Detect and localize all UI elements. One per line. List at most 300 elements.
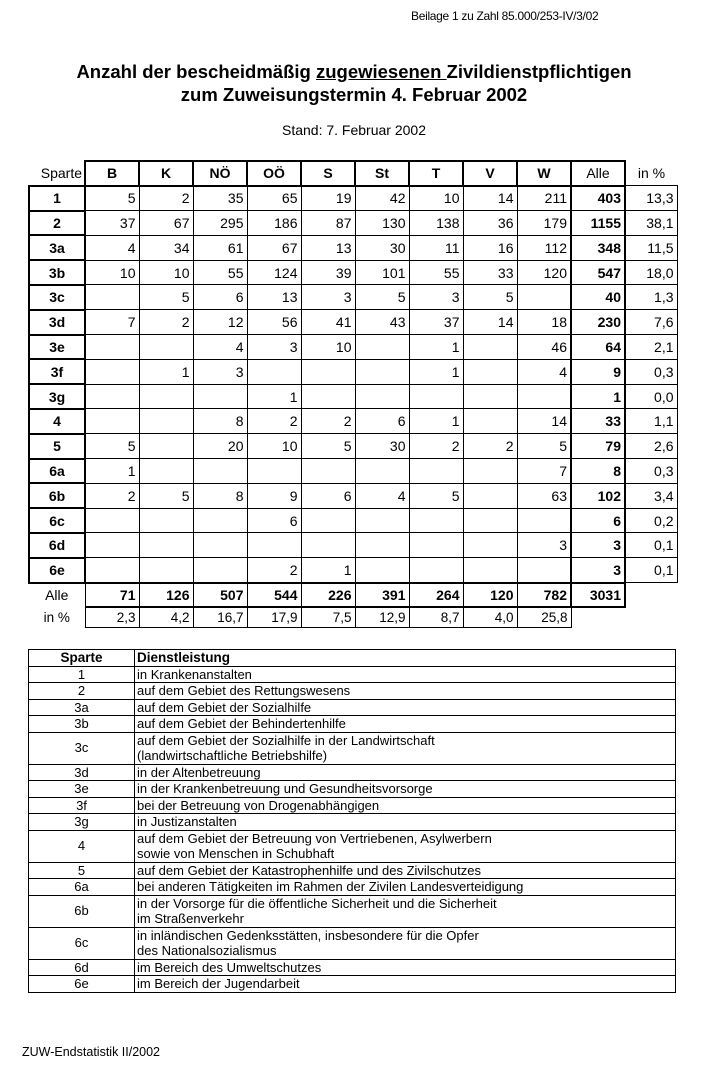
legend-description-cell [135, 976, 676, 993]
row-percent-cell: 3,4 [625, 483, 677, 508]
row-total-cell: 40 [571, 285, 625, 310]
column-total-cell: 264 [409, 583, 463, 608]
title-underlined: zugewiesenen [315, 61, 447, 82]
table-row [29, 384, 677, 409]
column-header: Sparte [40, 164, 82, 181]
value-cell: 3 [517, 533, 571, 558]
value-cell: 5 [355, 285, 409, 310]
sparte-cell: 2 [29, 211, 85, 236]
value-cell [517, 508, 571, 533]
value-cell [463, 508, 517, 533]
column-total-cell: 782 [517, 583, 571, 608]
column-header: NÖ [193, 161, 247, 186]
row-total-cell: 6 [571, 508, 625, 533]
value-cell: 10 [85, 260, 139, 285]
legend-description-cell [135, 699, 676, 716]
description-line: im Bereich des Umweltschutzes [137, 959, 322, 975]
value-cell [355, 508, 409, 533]
footer-text: ZUW-Endstatistik II/2002 [22, 1045, 161, 1059]
sparte-cell: 3c [29, 285, 85, 310]
value-cell: 1 [409, 335, 463, 360]
value-cell [355, 558, 409, 583]
value-cell: 12 [193, 310, 247, 335]
value-cell [85, 558, 139, 583]
value-cell: 6 [193, 285, 247, 310]
value-cell: 4 [85, 235, 139, 260]
title-part1: Anzahl der bescheidmäßig [76, 61, 316, 82]
sparte-cell: 5 [29, 434, 85, 459]
column-percent-cell: 7,5 [301, 607, 355, 627]
table-row [29, 285, 677, 310]
legend-description-cell [135, 959, 676, 976]
value-cell [463, 335, 517, 360]
legend-sparte-cell: 3b [29, 716, 135, 733]
value-cell [247, 533, 301, 558]
row-total-cell: 1 [571, 384, 625, 409]
value-cell: 42 [355, 186, 409, 211]
value-cell [355, 359, 409, 384]
value-cell [355, 384, 409, 409]
value-cell: 8 [193, 409, 247, 434]
column-percent-cell: 2,3 [85, 607, 139, 627]
value-cell [409, 558, 463, 583]
description-line: auf dem Gebiet des Rettungswesens [137, 683, 351, 698]
value-cell: 10 [247, 434, 301, 459]
description-line: des Nationalsozialismus [137, 943, 277, 958]
value-cell [139, 508, 193, 533]
legend-sparte-cell: 6b [29, 895, 135, 927]
service-legend-table [28, 649, 676, 993]
table-row [29, 459, 677, 484]
row-total-cell: 79 [571, 434, 625, 459]
value-cell: 10 [301, 335, 355, 360]
value-cell [139, 335, 193, 360]
table-header-row [29, 161, 677, 186]
table-row [29, 533, 677, 558]
value-cell [139, 533, 193, 558]
legend-row [29, 879, 676, 896]
value-cell: 2 [139, 186, 193, 211]
grand-total-cell: 3031 [571, 583, 625, 608]
column-header: B [85, 161, 139, 186]
legend-sparte-cell: 2 [29, 683, 135, 700]
value-cell: 63 [517, 483, 571, 508]
total-row [29, 583, 677, 608]
total-label: Alle [29, 583, 85, 608]
description-line: auf dem Gebiet der Sozialhilfe in der Landwirtschaft [137, 732, 435, 748]
value-cell [517, 384, 571, 409]
value-cell: 67 [139, 211, 193, 236]
value-cell: 101 [355, 260, 409, 285]
value-cell: 13 [301, 235, 355, 260]
value-cell [139, 434, 193, 459]
value-cell [355, 335, 409, 360]
table-row [29, 558, 677, 583]
value-cell: 4 [517, 359, 571, 384]
row-total-cell: 403 [571, 186, 625, 211]
value-cell: 13 [247, 285, 301, 310]
column-total-cell: 226 [301, 583, 355, 608]
value-cell [193, 459, 247, 484]
row-total-cell: 547 [571, 260, 625, 285]
description-line: in der Vorsorge für die öffentliche Sicherheit und die Sicherheit [137, 895, 497, 911]
description-line: sowie von Menschen in Schubhaft [137, 846, 335, 861]
legend-row [29, 732, 676, 764]
legend-sparte-cell: 1 [29, 666, 135, 683]
column-total-cell: 71 [85, 583, 139, 608]
value-cell [409, 533, 463, 558]
column-total-cell: 544 [247, 583, 301, 608]
value-cell [139, 459, 193, 484]
column-total-cell: 120 [463, 583, 517, 608]
column-percent-cell: 12,9 [355, 607, 409, 627]
value-cell: 4 [193, 335, 247, 360]
row-percent-cell: 13,3 [625, 186, 677, 211]
row-total-cell: 3 [571, 533, 625, 558]
value-cell [355, 459, 409, 484]
value-cell: 11 [409, 235, 463, 260]
value-cell: 6 [355, 409, 409, 434]
value-cell: 1 [301, 558, 355, 583]
value-cell: 35 [193, 186, 247, 211]
legend-description-cell [135, 683, 676, 700]
sparte-cell: 3d [29, 310, 85, 335]
value-cell [193, 533, 247, 558]
value-cell: 1 [247, 384, 301, 409]
column-header: in % [637, 165, 666, 182]
row-percent-cell: 7,6 [625, 310, 677, 335]
value-cell [247, 359, 301, 384]
column-header: W [517, 161, 571, 186]
row-percent-cell: 0,1 [625, 558, 677, 583]
row-percent-cell: 0,0 [625, 384, 677, 409]
row-percent-cell: 1,1 [625, 409, 677, 434]
empty-cell [571, 607, 625, 627]
legend-sparte-cell: 3a [29, 699, 135, 716]
value-cell [409, 508, 463, 533]
table-row [29, 508, 677, 533]
percent-row [29, 607, 677, 627]
value-cell: 2 [301, 409, 355, 434]
row-percent-cell: 18,0 [625, 260, 677, 285]
value-cell: 30 [355, 235, 409, 260]
legend-sparte-cell: 6e [29, 976, 135, 993]
value-cell: 186 [247, 211, 301, 236]
legend-header-row [29, 650, 676, 667]
value-cell: 34 [139, 235, 193, 260]
column-percent-cell: 4,0 [463, 607, 517, 627]
description-line: in der Altenbetreuung [137, 764, 261, 780]
legend-row [29, 797, 676, 814]
legend-sparte-cell: 6a [29, 879, 135, 896]
value-cell [517, 285, 571, 310]
value-cell: 2 [247, 409, 301, 434]
value-cell: 179 [517, 211, 571, 236]
description-line: auf dem Gebiet der Behindertenhilfe [137, 716, 346, 731]
legend-sparte-cell: 6c [29, 927, 135, 959]
description-line: (landwirtschaftliche Betriebshilfe) [137, 748, 328, 763]
legend-sparte-cell: 3e [29, 781, 135, 798]
value-cell: 6 [301, 483, 355, 508]
value-cell: 211 [517, 186, 571, 211]
value-cell [355, 533, 409, 558]
value-cell: 36 [463, 211, 517, 236]
table-row [29, 260, 677, 285]
value-cell: 37 [409, 310, 463, 335]
sparte-cell: 3a [29, 235, 85, 260]
column-percent-cell: 25,8 [517, 607, 571, 627]
value-cell [85, 384, 139, 409]
value-cell: 3 [247, 335, 301, 360]
empty-cell [625, 607, 677, 627]
legend-sparte-cell: 3g [29, 814, 135, 831]
row-total-cell: 8 [571, 459, 625, 484]
status-date: Stand: 7. Februar 2002 [282, 122, 426, 138]
legend-description-cell [135, 764, 676, 781]
row-percent-cell: 1,3 [625, 285, 677, 310]
value-cell: 5 [139, 483, 193, 508]
legend-row [29, 895, 676, 927]
value-cell [463, 483, 517, 508]
value-cell: 7 [85, 310, 139, 335]
title-part2: Zivildienstpflichtigen [446, 61, 632, 82]
value-cell: 2 [463, 434, 517, 459]
value-cell [301, 359, 355, 384]
value-cell: 295 [193, 211, 247, 236]
value-cell [193, 558, 247, 583]
row-total-cell: 9 [571, 359, 625, 384]
value-cell: 7 [517, 459, 571, 484]
legend-row [29, 781, 676, 798]
legend-header-sparte: Sparte [29, 650, 135, 667]
description-line: in inländischen Gedenksstätten, insbesondere für die Opfer [137, 927, 479, 943]
table-row [29, 211, 677, 236]
legend-description-cell [135, 927, 676, 959]
value-cell [517, 558, 571, 583]
column-percent-cell: 4,2 [139, 607, 193, 627]
value-cell: 6 [247, 508, 301, 533]
sparte-cell: 6a [29, 459, 85, 484]
legend-description-cell [135, 797, 676, 814]
legend-row [29, 699, 676, 716]
value-cell [463, 384, 517, 409]
value-cell: 5 [85, 434, 139, 459]
row-total-cell: 102 [571, 483, 625, 508]
description-line: bei der Betreuung von Drogenabhängigen [137, 797, 380, 813]
value-cell [301, 533, 355, 558]
table-row [29, 310, 677, 335]
legend-description-cell [135, 830, 676, 862]
value-cell [85, 409, 139, 434]
column-header: V [463, 161, 517, 186]
value-cell [301, 459, 355, 484]
legend-row [29, 976, 676, 993]
value-cell [85, 359, 139, 384]
value-cell: 120 [517, 260, 571, 285]
value-cell [139, 558, 193, 583]
value-cell: 43 [355, 310, 409, 335]
column-header: K [139, 161, 193, 186]
value-cell [85, 335, 139, 360]
value-cell: 20 [193, 434, 247, 459]
table-row [29, 409, 677, 434]
value-cell [193, 508, 247, 533]
sparte-cell: 3b [29, 260, 85, 285]
value-cell: 14 [463, 186, 517, 211]
value-cell [193, 384, 247, 409]
legend-row [29, 683, 676, 700]
value-cell: 30 [355, 434, 409, 459]
legend-sparte-cell: 6d [29, 959, 135, 976]
legend-description-cell [135, 732, 676, 764]
column-header: OÖ [247, 161, 301, 186]
value-cell: 2 [85, 483, 139, 508]
value-cell: 130 [355, 211, 409, 236]
row-percent-cell: 0,2 [625, 508, 677, 533]
value-cell [139, 409, 193, 434]
table-row [29, 483, 677, 508]
value-cell: 37 [85, 211, 139, 236]
table-row [29, 434, 677, 459]
empty-cell [625, 583, 677, 608]
table-row [29, 359, 677, 384]
value-cell [85, 533, 139, 558]
document-reference: Beilage 1 zu Zahl 85.000/253-IV/3/02 [411, 9, 599, 23]
value-cell: 67 [247, 235, 301, 260]
row-percent-cell: 38,1 [625, 211, 677, 236]
value-cell: 9 [247, 483, 301, 508]
legend-sparte-cell: 3d [29, 764, 135, 781]
value-cell: 16 [463, 235, 517, 260]
legend-row [29, 862, 676, 879]
column-total-cell: 507 [193, 583, 247, 608]
value-cell: 55 [193, 260, 247, 285]
value-cell: 8 [193, 483, 247, 508]
sparte-cell: 6d [29, 533, 85, 558]
sparte-cell: 3e [29, 335, 85, 360]
value-cell: 55 [409, 260, 463, 285]
legend-sparte-cell: 5 [29, 862, 135, 879]
value-cell [247, 459, 301, 484]
legend-description-cell [135, 814, 676, 831]
value-cell: 3 [193, 359, 247, 384]
legend-description-cell [135, 666, 676, 683]
value-cell: 10 [409, 186, 463, 211]
value-cell: 1 [139, 359, 193, 384]
value-cell: 2 [409, 434, 463, 459]
row-percent-cell: 0,3 [625, 459, 677, 484]
sparte-cell: 1 [29, 186, 85, 211]
description-line: auf dem Gebiet der Sozialhilfe [137, 699, 312, 715]
column-percent-cell: 16,7 [193, 607, 247, 627]
value-cell: 5 [517, 434, 571, 459]
legend-description-cell [135, 879, 676, 896]
value-cell: 3 [409, 285, 463, 310]
allocation-table [28, 160, 678, 628]
value-cell: 14 [463, 310, 517, 335]
legend-description-cell [135, 716, 676, 733]
value-cell [463, 533, 517, 558]
row-percent-cell: 0,3 [625, 359, 677, 384]
row-percent-cell: 2,6 [625, 434, 677, 459]
value-cell: 61 [193, 235, 247, 260]
row-percent-cell: 2,1 [625, 335, 677, 360]
value-cell: 1 [85, 459, 139, 484]
row-percent-cell: 11,5 [625, 235, 677, 260]
column-header: St [355, 161, 409, 186]
legend-sparte-cell: 3c [29, 732, 135, 764]
value-cell: 18 [517, 310, 571, 335]
value-cell [139, 384, 193, 409]
column-total-cell: 126 [139, 583, 193, 608]
table-row [29, 335, 677, 360]
legend-row [29, 764, 676, 781]
value-cell [85, 285, 139, 310]
legend-row [29, 814, 676, 831]
sparte-cell: 3f [29, 359, 85, 384]
column-header: S [301, 161, 355, 186]
legend-row [29, 927, 676, 959]
value-cell: 14 [517, 409, 571, 434]
row-total-cell: 33 [571, 409, 625, 434]
table-row [29, 186, 677, 211]
column-header: Alle [571, 161, 625, 186]
description-line: im Straßenverkehr [137, 911, 244, 926]
value-cell [463, 558, 517, 583]
value-cell: 5 [85, 186, 139, 211]
value-cell [409, 459, 463, 484]
value-cell: 5 [301, 434, 355, 459]
description-line: bei anderen Tätigkeiten im Rahmen der Zivilen Landesverteidigung [137, 879, 524, 894]
row-total-cell: 64 [571, 335, 625, 360]
value-cell: 3 [301, 285, 355, 310]
legend-description-cell [135, 862, 676, 879]
description-line: auf dem Gebiet der Katastrophenhilfe und des Zivilschutzes [137, 862, 481, 878]
value-cell [301, 508, 355, 533]
value-cell: 4 [355, 483, 409, 508]
value-cell: 39 [301, 260, 355, 285]
description-line: auf dem Gebiet der Betreuung von Vertriebenen, Asylwerbern [137, 830, 492, 846]
legend-row [29, 666, 676, 683]
sparte-cell: 4 [29, 409, 85, 434]
legend-row [29, 830, 676, 862]
value-cell: 5 [409, 483, 463, 508]
table-row [29, 235, 677, 260]
legend-sparte-cell: 3f [29, 797, 135, 814]
row-percent-cell: 0,1 [625, 533, 677, 558]
value-cell: 5 [463, 285, 517, 310]
legend-description-cell [135, 781, 676, 798]
sparte-cell: 6b [29, 483, 85, 508]
value-cell: 33 [463, 260, 517, 285]
value-cell [301, 384, 355, 409]
document-title [0, 60, 708, 106]
legend-sparte-cell: 4 [29, 830, 135, 862]
row-total-cell: 3 [571, 558, 625, 583]
description-line: in Justizanstalten [137, 814, 237, 829]
sparte-cell: 3g [29, 384, 85, 409]
value-cell: 56 [247, 310, 301, 335]
value-cell [409, 384, 463, 409]
column-percent-cell: 8,7 [409, 607, 463, 627]
value-cell: 19 [301, 186, 355, 211]
description-line: in der Krankenbetreuung und Gesundheitsvorsorge [137, 781, 433, 796]
column-header: T [409, 161, 463, 186]
value-cell [463, 459, 517, 484]
percent-label: in % [43, 609, 70, 625]
value-cell [463, 409, 517, 434]
value-cell [85, 508, 139, 533]
